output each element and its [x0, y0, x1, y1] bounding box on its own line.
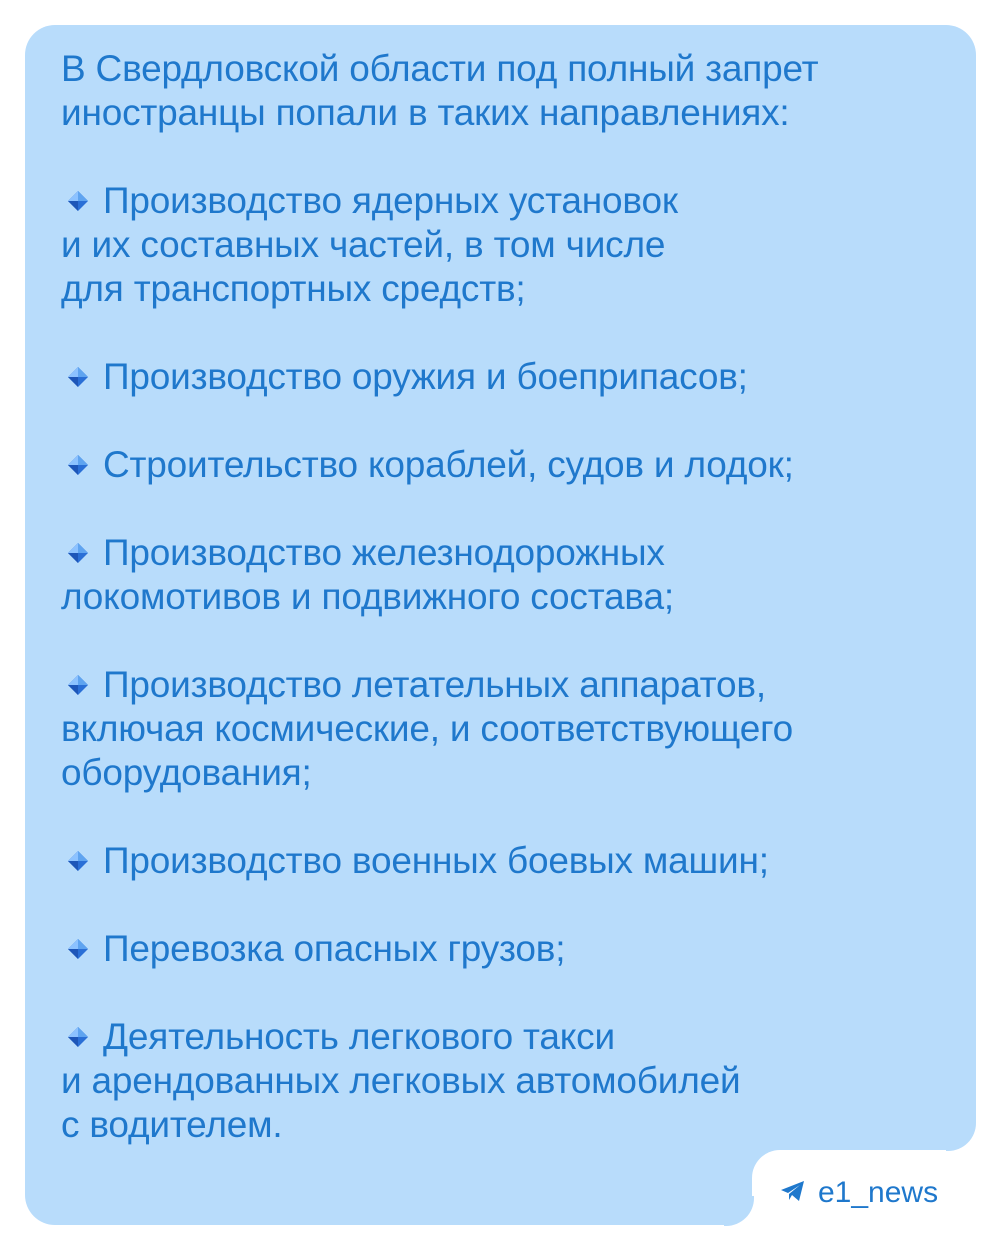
list-item	[61, 179, 941, 311]
blue-diamond-icon	[67, 850, 89, 872]
list-item	[61, 663, 941, 795]
list-item-text: Производство оружия и боеприпасов;	[103, 356, 748, 397]
card-content	[61, 47, 941, 1147]
list-item-text: Деятельность легкового такси	[103, 1016, 615, 1057]
blue-diamond-icon	[67, 366, 89, 388]
list-item	[61, 1015, 941, 1147]
list-item	[61, 839, 941, 883]
list-item	[61, 355, 941, 399]
list-item-text: и их составных частей, в том числе	[61, 224, 666, 265]
list-item-text: и арендованных легковых автомобилей	[61, 1060, 741, 1101]
list-item-text: локомотивов и подвижного состава;	[61, 576, 674, 617]
intro-line: иностранцы попали в таких направлениях:	[61, 92, 790, 133]
blue-diamond-icon	[67, 190, 89, 212]
list-item-text: Производство железнодорожных	[103, 532, 665, 573]
list-item-text: Перевозка опасных грузов;	[103, 928, 566, 969]
list-item-text: Производство летательных аппаратов,	[103, 664, 766, 705]
intro-text	[61, 47, 941, 135]
list-item	[61, 443, 941, 487]
intro-line: В Свердловской области под полный запрет	[61, 48, 819, 89]
list-item-text: Производство военных боевых машин;	[103, 840, 769, 881]
blue-diamond-icon	[67, 1026, 89, 1048]
blue-diamond-icon	[67, 542, 89, 564]
channel-handle-text: e1_news	[818, 1176, 939, 1209]
list-item-text: с водителем.	[61, 1104, 283, 1145]
blue-diamond-icon	[67, 674, 89, 696]
telegram-icon	[780, 1176, 806, 1210]
list-item	[61, 927, 941, 971]
list-item-text: включая космические, и соответствующего	[61, 708, 793, 749]
list-item-text: оборудования;	[61, 752, 312, 793]
blue-diamond-icon	[67, 938, 89, 960]
list-item-text: Производство ядерных установок	[103, 180, 678, 221]
channel-handle[interactable]	[780, 1176, 938, 1210]
list-item	[61, 531, 941, 619]
list-item-text: Строительство кораблей, судов и лодок;	[103, 444, 794, 485]
blue-diamond-icon	[67, 454, 89, 476]
list-item-text: для транспортных средств;	[61, 268, 526, 309]
news-card	[25, 25, 976, 1225]
